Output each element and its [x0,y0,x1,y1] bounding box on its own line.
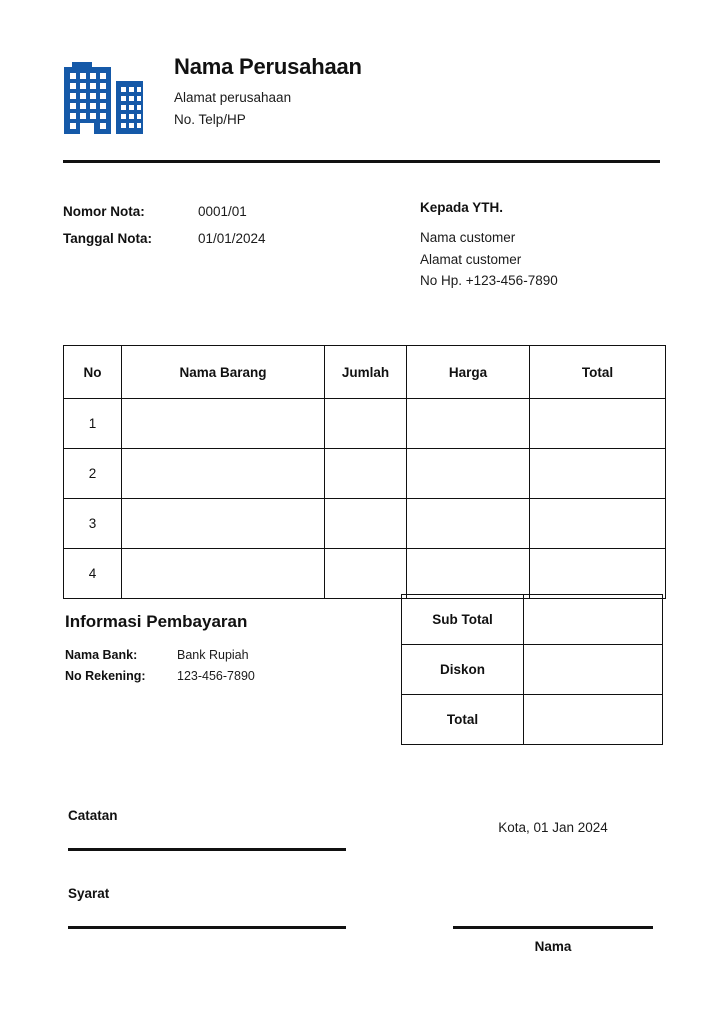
terms-block [68,884,348,929]
terms-label: Syarat [68,886,110,901]
account-number-label: No Rekening: [65,669,146,683]
recipient-title: Kepada YTH. [420,200,504,215]
company-phone: No. Telp/HP [174,112,246,128]
cell-nama-barang[interactable] [122,449,325,499]
invoice-header [63,52,660,144]
payment-information-title: Informasi Pembayaran [65,612,248,631]
table-row [64,399,666,449]
subtotal-value[interactable] [524,595,663,645]
invoice-number-value: 0001/01 [198,204,247,219]
totals-table [401,594,663,745]
bank-name-value: Bank Rupiah [177,648,249,662]
signature-place-date: Kota, 01 Jan 2024 [498,820,608,835]
cell-harga[interactable] [407,549,530,599]
cell-harga[interactable] [407,399,530,449]
column-header-total: Total [530,346,666,399]
cell-total[interactable] [530,549,666,599]
recipient-block [420,198,660,292]
column-header-jumlah: Jumlah [325,346,407,399]
subtotal-label: Sub Total [402,595,524,645]
invoice-date-row [63,225,393,252]
signature-name-label: Nama [534,939,572,954]
cell-no: 1 [64,399,122,449]
table-row [64,499,666,549]
bank-name-label: Nama Bank: [65,648,138,662]
signature-block [440,818,666,954]
company-address: Alamat perusahaan [174,90,292,106]
cell-total[interactable] [530,399,666,449]
bank-name-row [65,645,385,666]
total-label: Total [402,695,524,745]
header-divider [63,160,660,163]
cell-total[interactable] [530,499,666,549]
invoice-number-row [63,198,393,225]
table-row [64,549,666,599]
totals-row-subtotal [402,595,663,645]
cell-nama-barang[interactable] [122,549,325,599]
table-row [64,449,666,499]
totals-row-diskon [402,645,663,695]
cell-harga[interactable] [407,499,530,549]
cell-jumlah[interactable] [325,549,407,599]
signature-line[interactable] [453,926,653,929]
diskon-value[interactable] [524,645,663,695]
cell-no: 3 [64,499,122,549]
invoice-number-label: Nomor Nota: [63,204,145,219]
invoice-meta-section [63,198,660,298]
cell-no: 4 [64,549,122,599]
company-name: Nama Perusahaan [174,54,362,79]
diskon-label: Diskon [402,645,524,695]
invoice-date-value: 01/01/2024 [198,231,266,246]
invoice-date-label: Tanggal Nota: [63,231,152,246]
recipient-address: Alamat customer [420,251,522,267]
cell-no: 2 [64,449,122,499]
cell-nama-barang[interactable] [122,499,325,549]
cell-total[interactable] [530,449,666,499]
cell-jumlah[interactable] [325,499,407,549]
payment-details [65,645,385,687]
account-number-value: 123-456-7890 [177,669,255,683]
cell-jumlah[interactable] [325,449,407,499]
items-table [63,345,666,599]
footer-notes-terms [68,806,348,929]
totals-row-total [402,695,663,745]
account-number-row [65,666,385,687]
total-value[interactable] [524,695,663,745]
company-details [174,52,362,131]
payment-information [65,610,385,687]
items-table-header-row [64,346,666,399]
column-header-harga: Harga [407,346,530,399]
notes-line[interactable] [68,848,346,851]
invoice-meta [63,198,393,252]
column-header-nama-barang: Nama Barang [122,346,325,399]
cell-jumlah[interactable] [325,399,407,449]
column-header-no: No [64,346,122,399]
cell-harga[interactable] [407,449,530,499]
notes-label: Catatan [68,808,118,823]
recipient-name: Nama customer [420,230,516,245]
office-building-icon [63,54,151,136]
notes-block [68,806,348,851]
cell-nama-barang[interactable] [122,399,325,449]
terms-line[interactable] [68,926,346,929]
recipient-phone: No Hp. +123-456-7890 [420,273,558,288]
